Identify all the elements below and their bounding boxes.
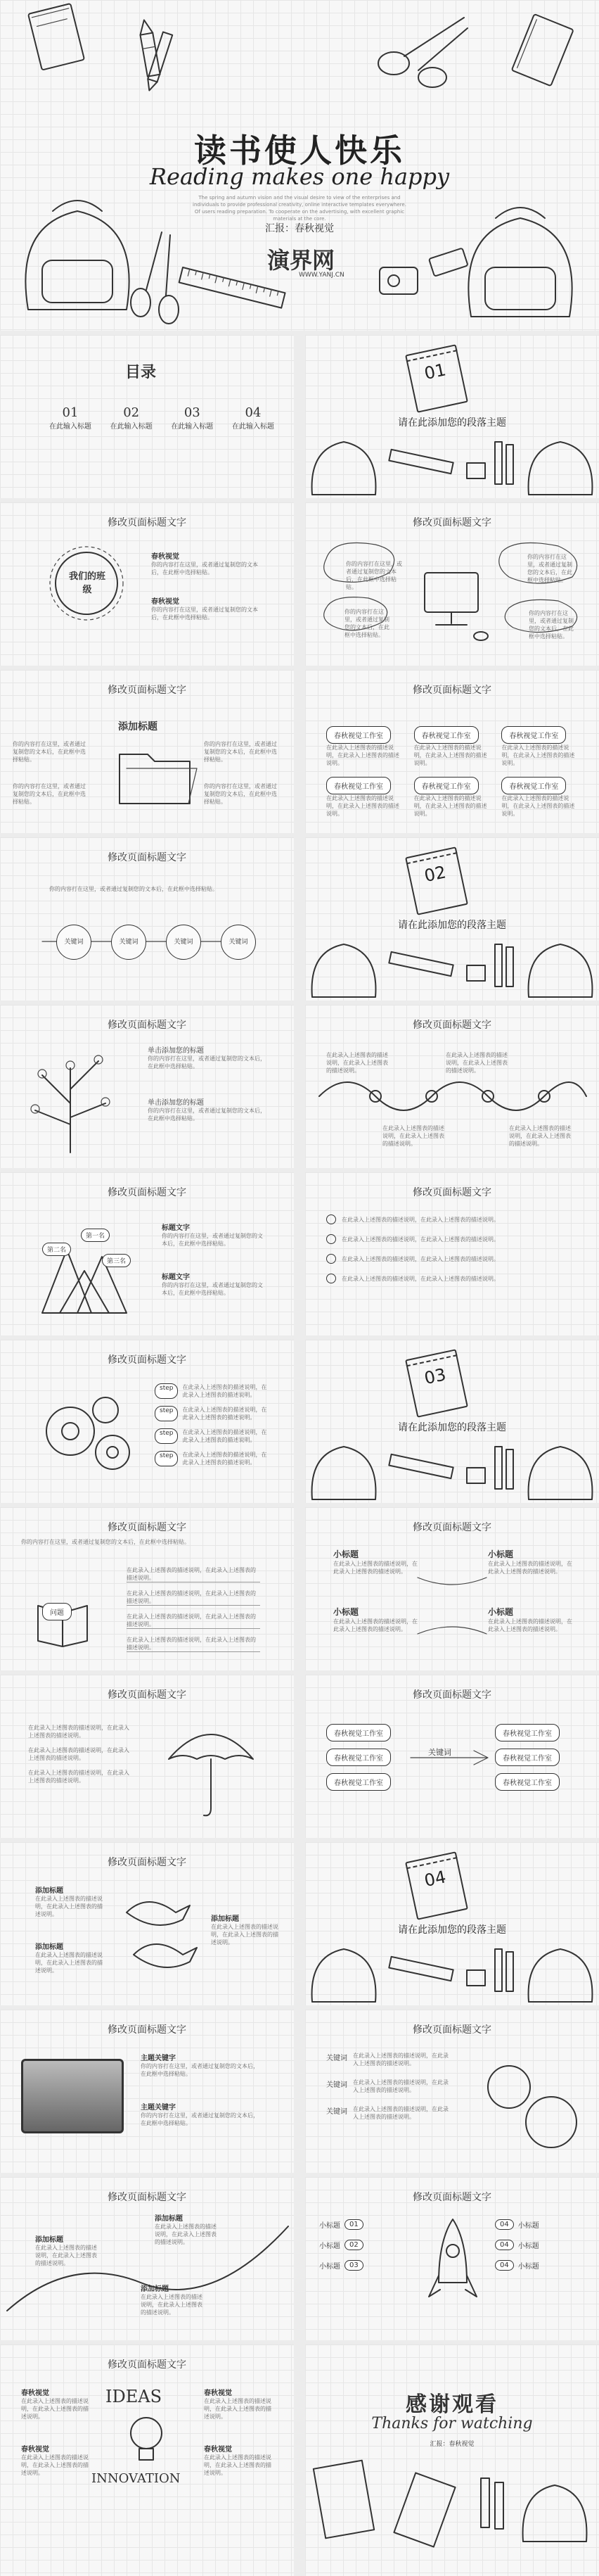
page-title: 修改页面标题文字	[108, 1020, 186, 1031]
text-block: 添加标题 在此录入上述图表的描述说明，在此录入上述图表的描述说明。	[35, 1887, 103, 1917]
flow-right: 春秋视觉工作室 春秋视觉工作室 春秋视觉工作室	[495, 1724, 560, 1791]
check-circle-icon	[326, 1274, 336, 1283]
intro-text: 你的内容打在这里，或者通过复制您的文本后，在此框中选择粘贴。	[21, 1539, 190, 1545]
thanks-title: 感谢观看	[406, 2392, 498, 2417]
step-item[interactable]: step 在此录入上述图表的描述说明，在此录入上述图表的描述说明。	[155, 1451, 266, 1466]
level-badge: 第一名	[81, 1229, 110, 1242]
keyword-circle[interactable]: 关键词	[221, 925, 256, 960]
connector-lines	[305, 1507, 599, 1670]
gears-icon	[467, 2045, 586, 2164]
numbered-left	[319, 2219, 363, 2271]
page-title: 修改页面标题文字	[108, 1354, 186, 1366]
mouse-icon	[474, 632, 488, 640]
page-title: 修改页面标题文字	[413, 1020, 491, 1031]
section-number: 03	[405, 1349, 468, 1418]
question-slide	[0, 1507, 294, 1670]
studio-card[interactable]: 春秋视觉工作室 在此录入上述图表的描述说明，在此录入上述图表的描述说明。	[414, 726, 492, 767]
birds-slide	[0, 1842, 294, 2005]
thanks-slide	[305, 2345, 599, 2576]
text-block: 添加标题 在此录入上述图表的描述说明，在此录入上述图表的描述说明。	[211, 1915, 278, 1946]
flow-slide	[305, 1675, 599, 1838]
toc-item[interactable]: 04 在此输入标题	[231, 405, 274, 431]
text-block: 主题关键字 你的内容打在这里，或者通过复制您的文本后，在此框中选择粘贴。	[141, 2055, 259, 2077]
innovation-text: INNOVATION	[91, 2471, 181, 2486]
studio-card[interactable]: 春秋视觉工作室 在此录入上述图表的描述说明，在此录入上述图表的描述说明。	[326, 777, 404, 818]
text-block: 小标题 在此录入上述图表的描述说明，在此录入上述图表的描述说明。	[333, 1607, 418, 1632]
text-block: 小标题 在此录入上述图表的描述说明，在此录入上述图表的描述说明。	[333, 1549, 418, 1575]
gear-keyword-slide	[305, 2010, 599, 2173]
timeline-text: 在此录入上述图表的描述说明，在此录入上述图表的描述说明。	[326, 1052, 388, 1074]
section-number: 01	[405, 344, 468, 413]
text-block: 你的内容打在这里，或者通过复制您的文本后，在此框中选择粘贴。	[13, 783, 86, 805]
timeline-text: 在此录入上述图表的描述说明，在此录入上述图表的描述说明。	[509, 1125, 571, 1147]
pyramid-slide	[0, 1172, 294, 1335]
text-block: 添加标题 在此录入上述图表的描述说明，在此录入上述图表的描述说明。	[35, 1943, 103, 1974]
bubble-text: 你的内容打在这里，或者通过复制您的文本后，在此框中选择粘贴。	[529, 610, 574, 640]
text-block: 单击添加您的标题 你的内容打在这里，或者通过复制您的文本后，在此框中选择粘贴。	[148, 1047, 266, 1070]
text-block: 你的内容打在这里，或者通过复制您的文本后，在此框中选择粘贴。	[13, 741, 86, 763]
page-title: 修改页面标题文字	[108, 2192, 186, 2203]
page-title: 修改页面标题文字	[413, 517, 491, 528]
question-badge: 问题	[42, 1603, 72, 1620]
answer-list: 在此录入上述图表的描述说明，在此录入上述图表的描述说明。 在此录入上述图表的描述说明，在此录入上述图表的描述说明。 在此录入上述图表的描述说明，在此录入上述图表的描述说明。 在此录入上述图表的描述说明，在此录入上述图表的描述说明。	[127, 1566, 260, 1652]
crayon-icon	[138, 19, 160, 77]
thanks-subtitle: Thanks for watching	[371, 2415, 533, 2432]
keyword-item: 关键词 在此录入上述图表的描述说明，在此录入上述图表的描述说明。	[326, 2079, 449, 2093]
gears-icon	[28, 1382, 148, 1487]
text-block: 小标题 在此录入上述图表的描述说明，在此录入上述图表的描述说明。	[488, 1549, 572, 1575]
page-title: 修改页面标题文字	[108, 1187, 186, 1198]
step-list	[155, 1383, 266, 1466]
notebook-icon	[512, 14, 574, 86]
cover-description: The spring and autumn vision and the visual desire to view of the enterprises and individuals to provide professional creativity, online interactive templates everywhere. Of users reading preparation. To cooperate on the advertising, with excellent graphic materials at the core.	[193, 195, 406, 222]
crayon-icon	[506, 445, 513, 484]
text-block: 添加标题 在此录入上述图表的描述说明，在此录入上述图表的描述说明。	[155, 2215, 217, 2245]
numbered-item: 小标题 03	[319, 2260, 363, 2271]
page-title: 修改页面标题文字	[108, 1689, 186, 1701]
class-slide	[0, 502, 294, 666]
text-block: 春秋视觉 你的内容打在这里，或者通过复制您的文本后，在此框中选择粘贴。	[151, 553, 258, 576]
step-item[interactable]: step 在此录入上述图表的描述说明，在此录入上述图表的描述说明。	[155, 1428, 266, 1444]
cover-title: 读书使人快乐	[194, 132, 405, 170]
folder-icon	[105, 740, 204, 811]
toc-item[interactable]: 02 在此输入标题	[110, 405, 153, 431]
stationery-row	[305, 930, 599, 1001]
page-title: 修改页面标题文字	[108, 852, 186, 863]
text-block: 单击添加您的标题 你的内容打在这里，或者通过复制您的文本后，在此框中选择粘贴。	[148, 1099, 266, 1122]
winding-path	[0, 2198, 294, 2339]
studio-card[interactable]: 春秋视觉工作室 在此录入上述图表的描述说明，在此录入上述图表的描述说明。	[501, 777, 579, 818]
backpack-icon	[312, 442, 376, 495]
check-item[interactable]: 在此录入上述图表的描述说明，在此录入上述图表的描述说明。	[326, 1254, 579, 1264]
eraser-icon	[429, 248, 468, 277]
toc-item[interactable]: 01 在此输入标题	[49, 405, 91, 431]
studio-card[interactable]: 春秋视觉工作室 在此录入上述图表的描述说明，在此录入上述图表的描述说明。	[326, 726, 404, 767]
keyword-slide	[0, 837, 294, 1001]
check-circle-icon	[326, 1234, 336, 1244]
keyword-circle[interactable]: 关键词	[166, 925, 201, 960]
check-item[interactable]: 在此录入上述图表的描述说明，在此录入上述图表的描述说明。	[326, 1214, 579, 1224]
birds-icon	[112, 1884, 218, 1990]
timeline-slide	[305, 1005, 599, 1168]
gear-slide	[0, 1340, 294, 1503]
section-title: 请在此添加您的段落主题	[398, 417, 506, 429]
section-slide-1	[305, 335, 599, 498]
brand-url: WWW.YANJ.CN	[299, 272, 344, 279]
check-circle-icon	[326, 1214, 336, 1224]
text-block: 添加标题 在此录入上述图表的描述说明，在此录入上述图表的描述说明。	[141, 2285, 202, 2316]
stationery-row	[305, 2450, 599, 2556]
thanks-reporter: 汇报：春秋视觉	[430, 2441, 475, 2448]
path-slide	[0, 2177, 294, 2340]
checklist	[326, 1214, 579, 1283]
tree-slide	[0, 1005, 294, 1168]
timeline-text: 在此录入上述图表的描述说明，在此录入上述图表的描述说明。	[382, 1125, 444, 1147]
keyword-item: 关键词 在此录入上述图表的描述说明，在此录入上述图表的描述说明。	[326, 2052, 449, 2067]
bubble-text: 你的内容打在这里，或者通过复制您的文本后，在此框中选择粘贴。	[346, 561, 402, 590]
timeline-text: 在此录入上述图表的描述说明，在此录入上述图表的描述说明。	[446, 1052, 508, 1074]
umbrella-icon	[155, 1710, 267, 1822]
umbrella-slide	[0, 1675, 294, 1838]
section-number: 04	[405, 1851, 468, 1920]
numbered-item: 04 小标题	[495, 2240, 539, 2250]
studio-slide	[305, 670, 599, 833]
backpack-icon	[25, 201, 129, 310]
classroom-photo	[21, 2059, 124, 2133]
cover-slide	[0, 0, 599, 335]
ideas-slide	[0, 2345, 294, 2576]
checklist-slide	[305, 1172, 599, 1335]
pencil-icon	[495, 442, 502, 484]
stationery-row	[305, 1935, 599, 2005]
notebook-icon	[314, 2461, 374, 2539]
toc-slide	[0, 335, 294, 498]
subtitle-slide	[305, 1507, 599, 1670]
text-block: 主题关键字 你的内容打在这里，或者通过复制您的文本后，在此框中选择粘贴。	[141, 2104, 259, 2126]
page-title: 修改页面标题文字	[108, 685, 186, 696]
lightbulb-icon	[125, 2412, 167, 2468]
text-block: 你的内容打在这里，或者通过复制您的文本后，在此框中选择粘贴。	[204, 741, 277, 763]
page-title: 修改页面标题文字	[108, 517, 186, 528]
step-item[interactable]: step 在此录入上述图表的描述说明，在此录入上述图表的描述说明。	[155, 1383, 266, 1399]
page-title: 修改页面标题文字	[413, 1187, 491, 1198]
check-circle-icon	[326, 1254, 336, 1264]
text-block: 标题文字 你的内容打在这里，或者通过复制您的文本后，在此框中选择粘贴。	[162, 1224, 263, 1247]
photo-slide	[0, 2010, 294, 2173]
flow-left: 春秋视觉工作室 春秋视觉工作室 春秋视觉工作室	[326, 1724, 391, 1791]
cover-reporter: 汇报：春秋视觉	[265, 223, 334, 234]
stationery-row	[305, 428, 599, 498]
numbered-item: 小标题 01	[319, 2219, 363, 2230]
computer-doodle	[305, 531, 599, 664]
text-block: 春秋视觉 在此录入上述图表的描述说明，在此录入上述图表的描述说明。	[204, 2390, 271, 2420]
toc-item[interactable]: 03 在此输入标题	[171, 405, 214, 431]
toc-list	[49, 405, 274, 431]
page-title: 修改页面标题文字	[413, 685, 491, 696]
bubble-text: 你的内容打在这里，或者通过复制您的文本后，在此框中选择粘贴。	[527, 554, 572, 583]
section-slide-2	[305, 837, 599, 1001]
section-slide-4	[305, 1842, 599, 2005]
page-title: 修改页面标题文字	[413, 2192, 491, 2203]
numbered-right	[495, 2219, 539, 2271]
check-item[interactable]: 在此录入上述图表的描述说明，在此录入上述图表的描述说明。	[326, 1274, 579, 1283]
page-title: 修改页面标题文字	[413, 1689, 491, 1701]
numbered-item: 小标题 02	[319, 2240, 363, 2250]
keyword-list	[326, 2052, 451, 2121]
numbered-item: 04 小标题	[495, 2219, 539, 2230]
text-block: 春秋视觉 在此录入上述图表的描述说明，在此录入上述图表的描述说明。	[204, 2446, 271, 2476]
stationery-row	[305, 1433, 599, 1503]
toc-title: 目录	[125, 364, 157, 381]
backpack-icon	[529, 442, 593, 495]
monitor-icon	[425, 573, 478, 612]
keyword-item: 关键词 在此录入上述图表的描述说明，在此录入上述图表的描述说明。	[326, 2106, 449, 2120]
flow-keyword: 关键词	[428, 1748, 451, 1757]
rocket-icon	[425, 2212, 481, 2325]
text-block: 添加标题 在此录入上述图表的描述说明，在此录入上述图表的描述说明。	[35, 2236, 97, 2266]
level-badge: 第二名	[42, 1243, 71, 1256]
folder-title: 添加标题	[118, 721, 157, 732]
section-title: 请在此添加您的段落主题	[398, 1924, 506, 1936]
text-list: 在此录入上述图表的描述说明，在此录入上述图表的描述说明。 在此录入上述图表的描述说明，在此录入上述图表的描述说明。 在此录入上述图表的描述说明，在此录入上述图表的描述说明。	[28, 1725, 129, 1784]
section-title: 请在此添加您的段落主题	[398, 1422, 506, 1433]
ideas-text: IDEAS	[105, 2387, 162, 2406]
text-block: 春秋视觉 在此录入上述图表的描述说明，在此录入上述图表的描述说明。	[21, 2446, 89, 2476]
notebook-icon	[28, 4, 84, 70]
keyword-circle[interactable]: 关键词	[56, 925, 91, 960]
text-block: 标题文字 你的内容打在这里，或者通过复制您的文本后，在此框中选择粘贴。	[162, 1274, 263, 1296]
section-number: 02	[405, 846, 468, 915]
text-block: 小标题 在此录入上述图表的描述说明，在此录入上述图表的描述说明。	[488, 1607, 572, 1632]
text-block: 春秋视觉 你的内容打在这里，或者通过复制您的文本后，在此框中选择粘贴。	[151, 598, 258, 621]
scissors-icon	[378, 18, 468, 87]
page-title: 修改页面标题文字	[108, 1857, 186, 1868]
scissors-icon	[131, 232, 179, 324]
brand-logo: 演界网	[267, 247, 335, 274]
check-item[interactable]: 在此录入上述图表的描述说明，在此录入上述图表的描述说明。	[326, 1234, 579, 1244]
numbered-item: 04 小标题	[495, 2260, 539, 2271]
studio-card[interactable]: 春秋视觉工作室 在此录入上述图表的描述说明，在此录入上述图表的描述说明。	[501, 726, 579, 767]
studio-card[interactable]: 春秋视觉工作室 在此录入上述图表的描述说明，在此录入上述图表的描述说明。	[414, 777, 492, 818]
intro-text: 你的内容打在这里，或者通过复制您的文本后，在此框中选择粘贴。	[49, 886, 218, 892]
step-item[interactable]: step 在此录入上述图表的描述说明，在此录入上述图表的描述说明。	[155, 1406, 266, 1421]
level-badge: 第三名	[102, 1254, 131, 1267]
page-title: 修改页面标题文字	[108, 1522, 186, 1533]
ruler-icon	[389, 450, 453, 474]
bubble-text: 你的内容打在这里，或者通过复制您的文本后，在此框中选择粘贴。	[344, 609, 389, 638]
studio-grid	[326, 726, 579, 818]
text-block: 你的内容打在这里，或者通过复制您的文本后，在此框中选择粘贴。	[204, 783, 277, 805]
keyword-circle[interactable]: 关键词	[111, 925, 146, 960]
section-slide-3	[305, 1340, 599, 1503]
tree-icon	[21, 1040, 120, 1160]
sharpener-icon	[380, 267, 418, 294]
cover-subtitle: Reading makes one happy	[149, 163, 450, 190]
class-label: 我们的班级	[68, 571, 105, 595]
rocket-slide	[305, 2177, 599, 2340]
text-block: 春秋视觉 在此录入上述图表的描述说明，在此录入上述图表的描述说明。	[21, 2390, 89, 2420]
sharpener-icon	[467, 463, 485, 478]
page-title: 修改页面标题文字	[413, 1522, 491, 1533]
page-title: 修改页面标题文字	[108, 2024, 186, 2036]
section-title: 请在此添加您的段落主题	[398, 920, 506, 931]
page-title: 修改页面标题文字	[108, 2359, 186, 2371]
folder-slide	[0, 670, 294, 833]
computer-slide	[305, 502, 599, 666]
page-title: 修改页面标题文字	[413, 2024, 491, 2036]
backpack-icon	[523, 2485, 587, 2542]
